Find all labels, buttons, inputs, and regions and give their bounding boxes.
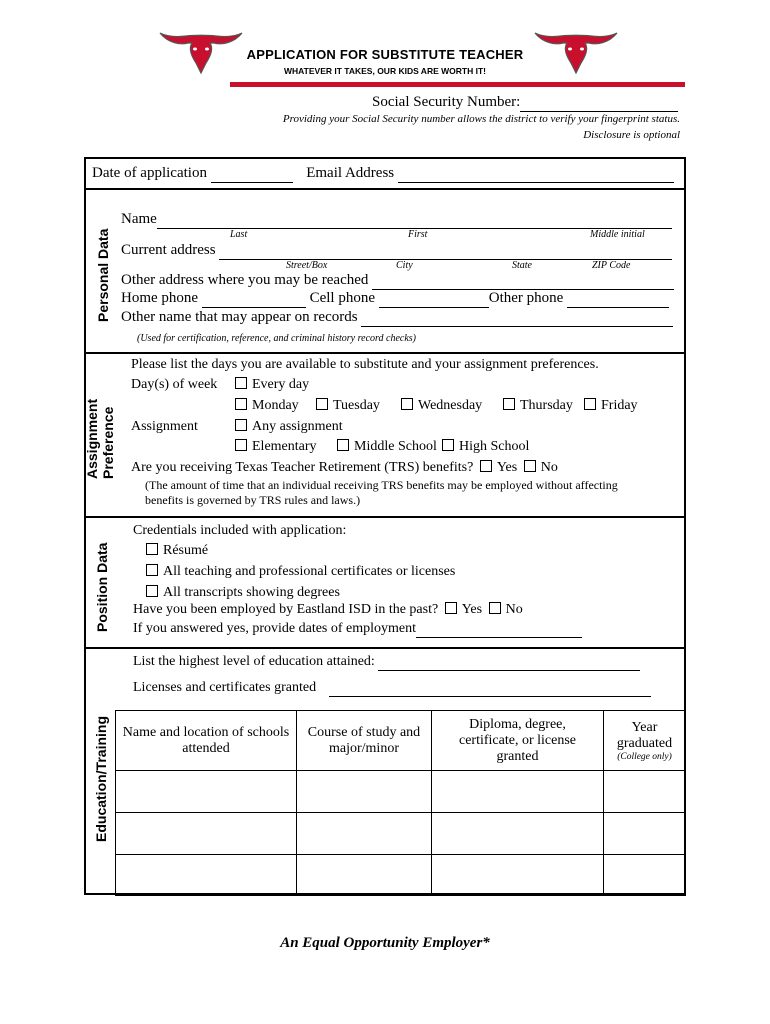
elementary-label: Elementary [252, 439, 317, 454]
elementary-checkbox[interactable] [235, 439, 247, 451]
credentials-label: Credentials included with application: [133, 523, 347, 538]
assignment-label-line2: Preference [100, 406, 116, 479]
monday-option[interactable] [235, 398, 299, 414]
table-cell[interactable] [432, 855, 604, 896]
monday-checkbox[interactable] [235, 398, 247, 410]
col-header-diploma-line1: Diploma, degree, [469, 716, 566, 732]
address-cap-state: State [512, 260, 532, 271]
transcripts-option[interactable] [146, 585, 340, 601]
col-header-course [297, 711, 432, 771]
col-header-course-line1: Course of study and [307, 724, 421, 740]
friday-option[interactable] [584, 398, 638, 414]
col-header-year-line2: graduated [616, 735, 673, 751]
trs-row [131, 460, 558, 476]
licenses-row [133, 680, 651, 697]
employed-row [133, 602, 523, 618]
position-data-label: Position Data [94, 542, 110, 632]
wednesday-option[interactable] [401, 398, 482, 414]
assignment-preference-label [84, 398, 116, 479]
name-row [121, 211, 672, 229]
name-cap-middle: Middle initial [590, 229, 645, 240]
email-label: Email Address [306, 165, 395, 181]
address-cap-city: City [396, 260, 413, 271]
tuesday-option[interactable] [316, 398, 380, 414]
other-address-row [121, 272, 674, 290]
employed-yes-checkbox[interactable] [445, 602, 457, 614]
col-header-diploma [432, 711, 604, 771]
col-header-diploma-line3: granted [496, 748, 539, 764]
certificates-checkbox[interactable] [146, 564, 158, 576]
wednesday-label: Wednesday [418, 398, 483, 413]
date-field[interactable] [211, 165, 293, 183]
every-day-label: Every day [252, 377, 310, 392]
assignment-type-label: Assignment [131, 419, 198, 434]
other-address-field[interactable] [372, 272, 674, 290]
table-cell[interactable] [116, 771, 297, 813]
employment-dates-row [133, 621, 582, 638]
other-name-row [121, 309, 673, 327]
employed-yes-label: Yes [461, 602, 483, 617]
table-header-row [116, 711, 686, 771]
form-title: APPLICATION FOR SUBSTITUTE TEACHER [246, 47, 524, 62]
table-cell[interactable] [432, 813, 604, 855]
address-row [121, 242, 672, 260]
education-training-label: Education/Training [93, 715, 109, 842]
phone-row [121, 290, 669, 308]
highest-level-label: List the highest level of education attained: [133, 654, 375, 669]
assignment-intro: Please list the days you are available to substitute and your assignment preferences. [131, 357, 599, 372]
wednesday-checkbox[interactable] [401, 398, 413, 410]
friday-checkbox[interactable] [584, 398, 596, 410]
other-phone-field[interactable] [567, 290, 669, 308]
thursday-label: Thursday [520, 398, 573, 413]
section-divider [84, 516, 686, 518]
every-day-checkbox[interactable] [235, 377, 247, 389]
trs-note-2: benefits is governed by TRS rules and laws.) [145, 493, 361, 507]
ssn-field[interactable] [520, 94, 678, 112]
high-school-checkbox[interactable] [442, 439, 454, 451]
elementary-option[interactable] [235, 439, 317, 455]
personal-data-label: Personal Data [95, 228, 111, 322]
section-divider [84, 647, 686, 649]
table-cell[interactable] [604, 855, 686, 896]
ssn-row [372, 94, 678, 112]
records-note: (Used for certification, reference, and criminal history record checks) [137, 333, 416, 344]
high-school-option[interactable] [442, 439, 529, 455]
other-name-label: Other name that may appear on records [121, 309, 358, 325]
name-cap-first: First [408, 229, 428, 240]
col-header-schools-line1: Name and location of schools [122, 724, 290, 740]
middle-school-label: Middle School [354, 439, 437, 454]
any-assignment-option[interactable] [235, 419, 343, 435]
other-address-label: Other address where you may be reached [121, 272, 369, 288]
ssn-note-1: Providing your Social Security number allows the district to verify your fingerprint status. [282, 113, 680, 125]
name-label: Name [121, 211, 157, 227]
highest-level-row [133, 654, 640, 671]
col-header-schools-line2: attended [182, 740, 230, 756]
days-row [131, 377, 217, 393]
address-label: Current address [121, 242, 216, 258]
col-header-year [604, 711, 686, 771]
middle-school-option[interactable] [337, 439, 437, 455]
trs-no-label: No [540, 460, 558, 475]
table-cell[interactable] [116, 855, 297, 896]
cell-phone-field[interactable] [379, 290, 489, 308]
other-phone-label: Other phone [488, 290, 564, 306]
days-label: Day(s) of week [131, 377, 218, 392]
employment-dates-field[interactable] [416, 621, 582, 638]
col-header-year-line1: Year [631, 719, 658, 735]
any-assignment-label: Any assignment [252, 419, 343, 434]
high-school-label: High School [459, 439, 530, 454]
table-cell[interactable] [297, 771, 432, 813]
friday-label: Friday [601, 398, 638, 413]
licenses-label: Licenses and certificates granted [133, 680, 317, 695]
transcripts-checkbox[interactable] [146, 585, 158, 597]
tuesday-label: Tuesday [333, 398, 380, 413]
tuesday-checkbox[interactable] [316, 398, 328, 410]
ssn-label: Social Security Number: [372, 94, 521, 110]
trs-note-1: (The amount of time that an individual receiving TRS benefits may be employed without affecting [145, 478, 618, 492]
date-label: Date of application [92, 165, 207, 181]
resume-checkbox[interactable] [146, 543, 158, 555]
table-row [116, 855, 686, 896]
trs-yes-checkbox[interactable] [480, 460, 492, 472]
home-phone-label: Home phone [121, 290, 199, 306]
ssn-note-2: Disclosure is optional [583, 129, 680, 141]
table-cell[interactable] [432, 771, 604, 813]
middle-school-checkbox[interactable] [337, 439, 349, 451]
thursday-option[interactable] [503, 398, 573, 414]
other-name-field[interactable] [361, 309, 673, 327]
education-table [115, 710, 686, 896]
form-subtitle: WHATEVER IT TAKES, OUR KIDS ARE WORTH IT! [284, 66, 486, 76]
highest-level-field[interactable] [378, 654, 640, 671]
thursday-checkbox[interactable] [503, 398, 515, 410]
table-cell[interactable] [297, 813, 432, 855]
employed-question: Have you been employed by Eastland ISD in the past? [133, 602, 439, 617]
table-cell[interactable] [116, 813, 297, 855]
table-cell[interactable] [297, 855, 432, 896]
col-header-course-line2: major/minor [329, 740, 399, 756]
footer-text: An Equal Opportunity Employer* [280, 935, 490, 951]
name-cap-last: Last [230, 229, 248, 240]
employment-dates-label: If you answered yes, provide dates of employment [133, 621, 417, 636]
address-field[interactable] [219, 242, 672, 260]
section-divider [84, 188, 686, 190]
name-field[interactable] [157, 211, 672, 229]
employed-no-label: No [505, 602, 523, 617]
col-header-schools [116, 711, 297, 771]
table-cell[interactable] [604, 813, 686, 855]
trs-yes-label: Yes [496, 460, 518, 475]
col-header-diploma-line2: certificate, or license [459, 732, 576, 748]
certificates-option[interactable] [146, 564, 455, 580]
assignment-label-line1: Assignment [84, 398, 100, 479]
certificates-label: All teaching and professional certificates or licenses [163, 564, 456, 579]
cell-phone-label: Cell phone [309, 290, 375, 306]
transcripts-label: All transcripts showing degrees [163, 585, 340, 600]
email-field[interactable] [398, 165, 674, 183]
address-cap-zip: ZIP Code [592, 260, 631, 271]
home-phone-field[interactable] [202, 290, 306, 308]
section-divider [84, 352, 686, 354]
trs-question: Are you receiving Texas Teacher Retirement (TRS) benefits? [131, 460, 474, 475]
resume-option[interactable] [146, 543, 208, 559]
monday-label: Monday [252, 398, 299, 413]
table-row [116, 771, 686, 813]
address-cap-street: Street/Box [286, 260, 328, 271]
date-row [92, 165, 674, 183]
trs-no-checkbox[interactable] [524, 460, 536, 472]
licenses-field[interactable] [329, 680, 651, 697]
col-header-year-line3: (College only) [617, 751, 672, 762]
employed-no-checkbox[interactable] [489, 602, 501, 614]
resume-label: Résumé [163, 543, 209, 558]
every-day-option[interactable] [235, 377, 309, 393]
any-assignment-checkbox[interactable] [235, 419, 247, 431]
table-cell[interactable] [604, 771, 686, 813]
table-row [116, 813, 686, 855]
header-divider [230, 82, 685, 87]
